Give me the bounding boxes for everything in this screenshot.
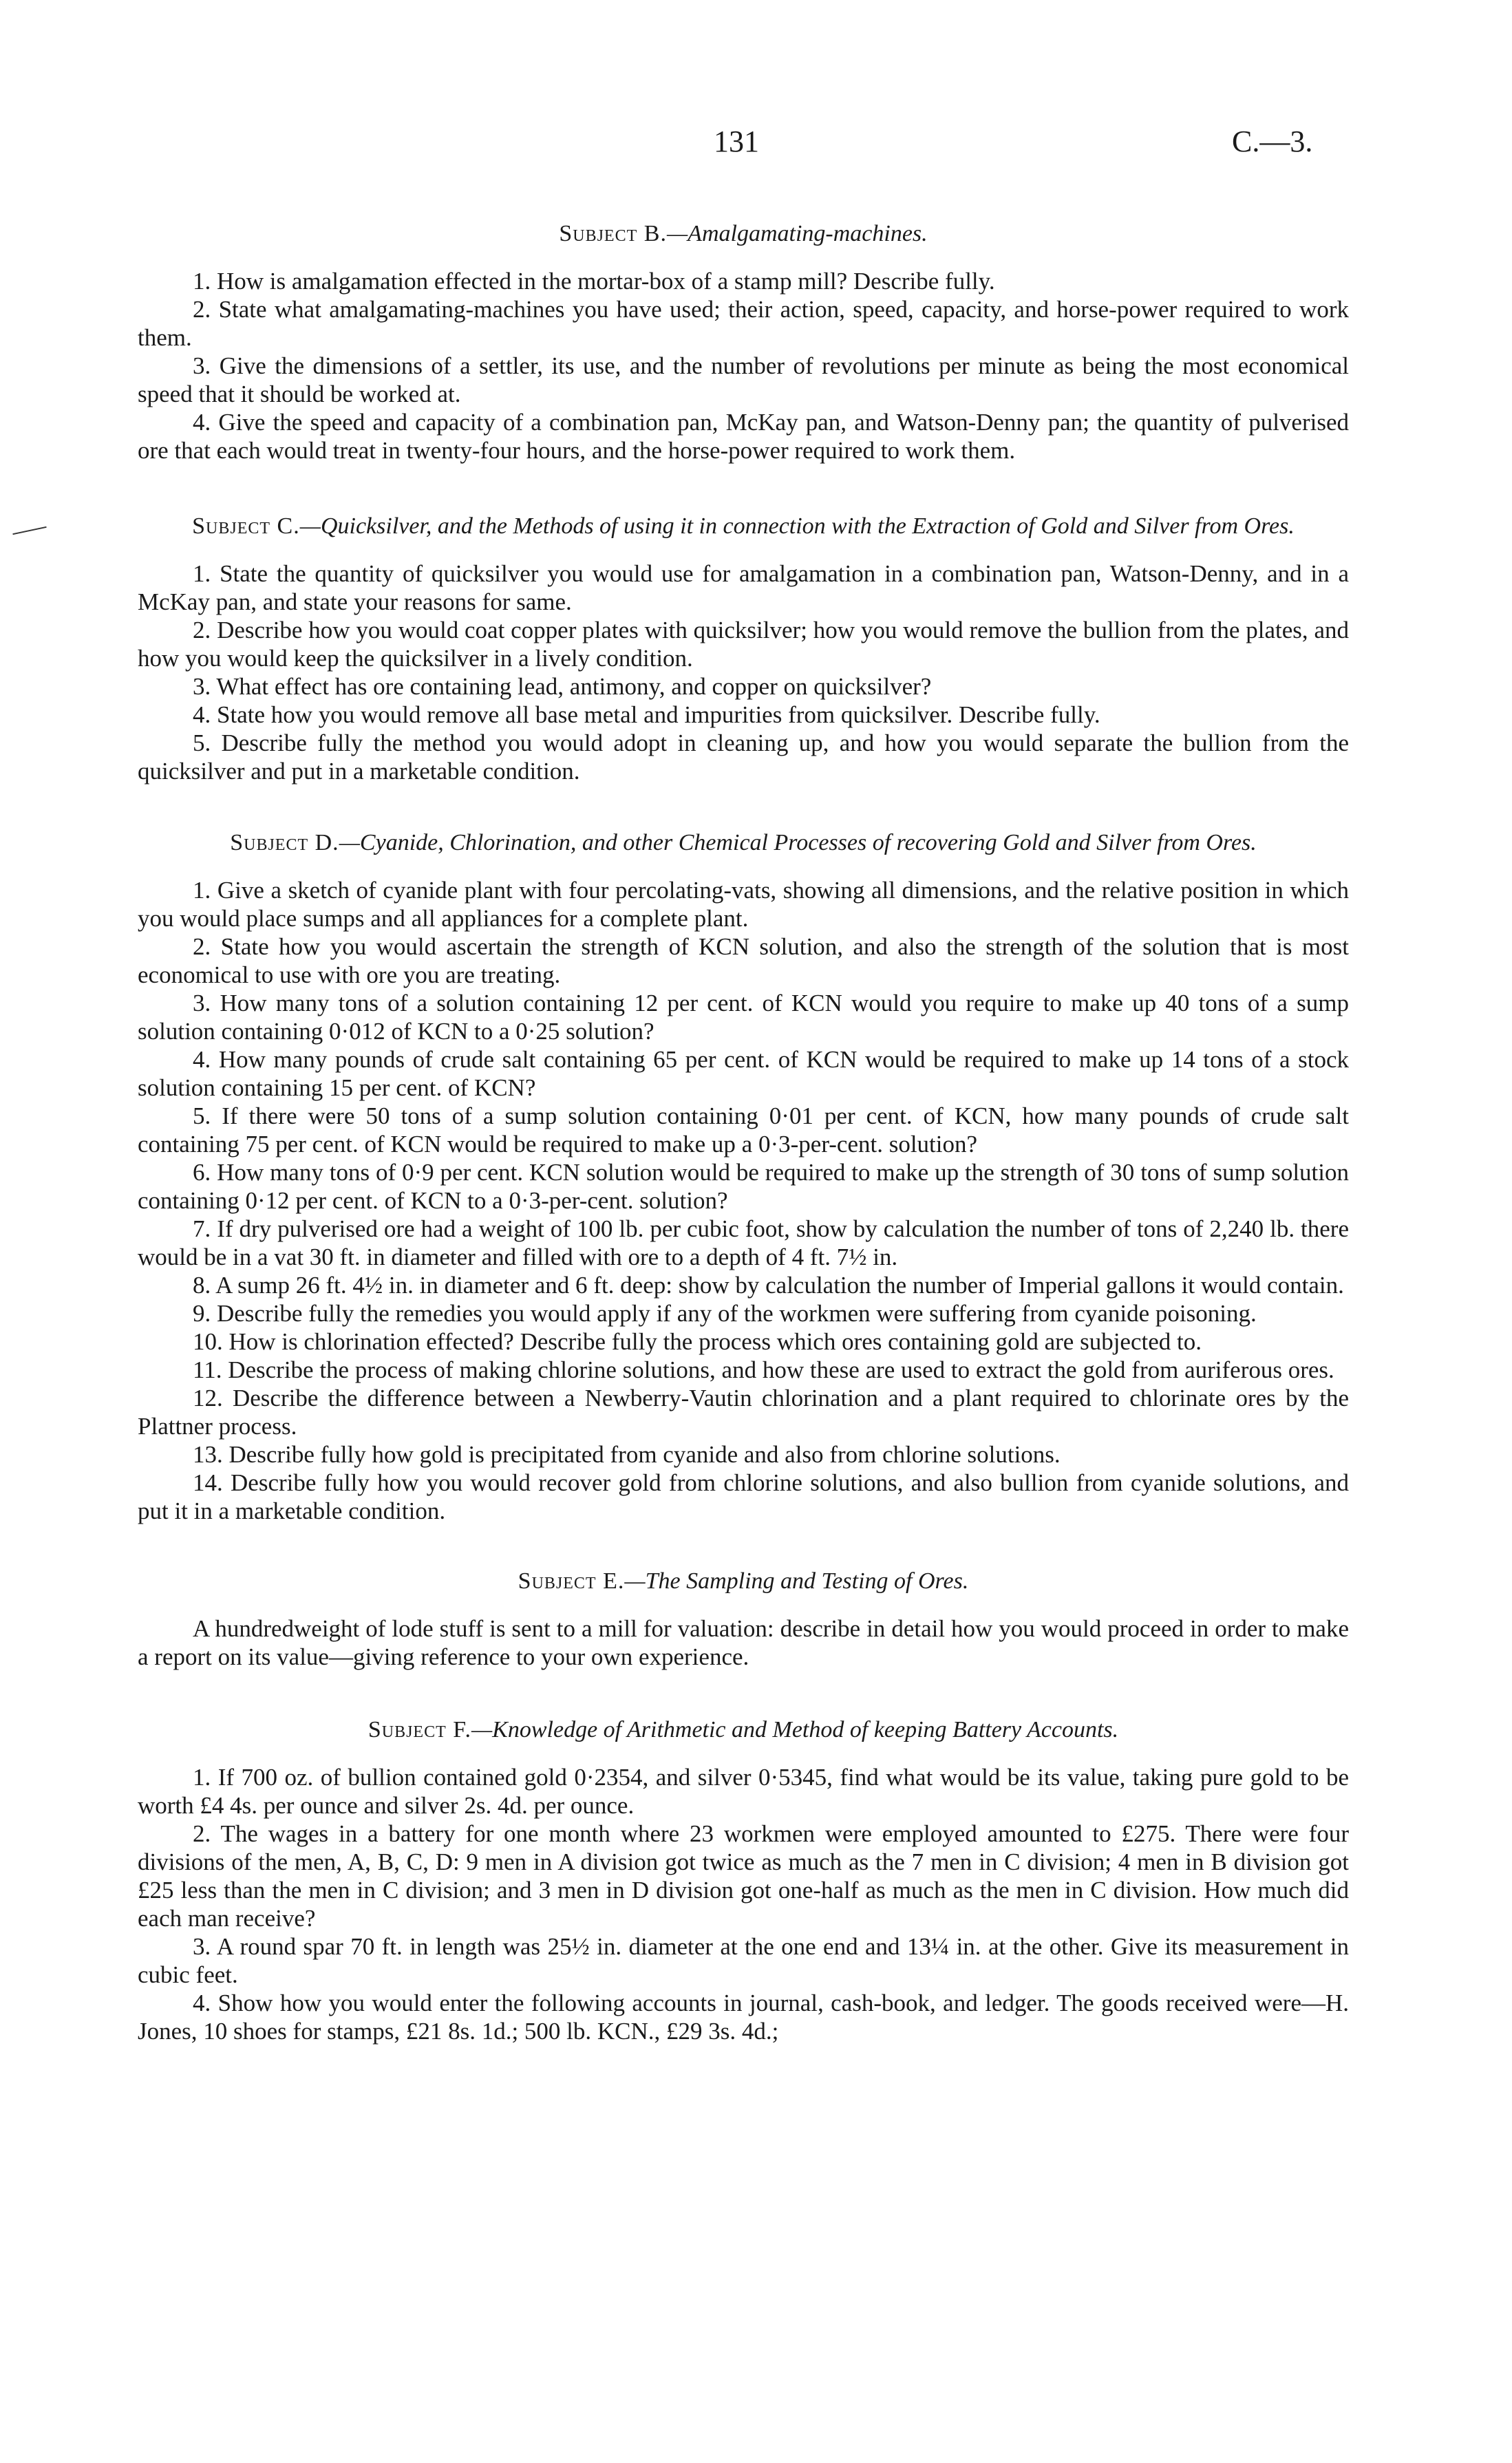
page-number: 131 [714, 125, 759, 158]
question-item: 1. State the quantity of quicksilver you would use for amalgamation in a combination pan, Watson-Denny, and in a McKay pan, and state your reasons for same. [138, 560, 1349, 615]
section-label: Subject B. [559, 221, 667, 246]
question-item: 2. Describe how you would coat copper plates with quicksilver; how you would remove the bullion from the plates, and how you would keep the quicksilver in a lively condition. [138, 617, 1349, 672]
question-item: 4. State how you would remove all base metal and impurities from quicksilver. Describe fully. [193, 701, 1100, 728]
section-label: Subject E. [518, 1568, 625, 1594]
question-item: 11. Describe the process of making chlorine solutions, and how these are used to extract the gold from auriferous ores. [193, 1356, 1334, 1383]
section-subject-e [138, 1568, 1349, 1671]
question-item: 1. Give a sketch of cyanide plant with four percolating-vats, showing all dimensions, and the relative position in which you would place sumps and all appliances for a complete plant. [138, 877, 1349, 932]
question-item: 10. How is chlorination effected? Describe fully the process which ores containing gold are subjected to. [193, 1328, 1202, 1355]
section-title: —Cyanide, Chlorination, and other Chemical Processes of recovering Gold and Silver from Ores. [339, 830, 1257, 855]
section-subject-b [138, 220, 1349, 465]
section-heading [138, 829, 1349, 857]
section-heading [138, 513, 1349, 540]
question-item: 2. State how you would ascertain the strength of KCN solution, and also the strength of the solution that is most economical to use with ore you are treating. [138, 933, 1349, 988]
section-label: Subject C. [192, 513, 300, 539]
question-item: 3. What effect has ore containing lead, antimony, and copper on quicksilver? [193, 673, 932, 700]
section-label: Subject D. [230, 830, 339, 855]
question-item: 4. How many pounds of crude salt containing 65 per cent. of KCN would be required to make up 14 tons of a stock solution containing 15 per cent. of KCN? [138, 1046, 1349, 1101]
section-heading [138, 220, 1349, 248]
question-item: 13. Describe fully how gold is precipitated from cyanide and also from chlorine solutions. [193, 1441, 1061, 1468]
section-title: —Quicksilver, and the Methods of using it in connection with the Extraction of Gold and Silver from Ores. [299, 513, 1295, 539]
question-item: 1. If 700 oz. of bullion contained gold 0·2354, and silver 0·5345, find what would be its value, taking pure gold to be worth £4 4s. per ounce and silver 2s. 4d. per ounce. [138, 1764, 1349, 1819]
question-item: 4. Give the speed and capacity of a combination pan, McKay pan, and Watson-Denny pan; the quantity of pulverised ore that each would treat in twenty-four hours, and the horse-power required to work them. [138, 409, 1349, 464]
question-item: 3. Give the dimensions of a settler, its use, and the number of revolutions per minute as being the most economical speed that it should be worked at. [138, 352, 1349, 407]
section-heading [138, 1716, 1349, 1744]
question-item: 3. How many tons of a solution containing 12 per cent. of KCN would you require to make up 40 tons of a sump solution containing 0·012 of KCN to a 0·25 solution? [138, 990, 1349, 1045]
question-item: 2. State what amalgamating-machines you have used; their action, speed, capacity, and horse-power required to work them. [138, 296, 1349, 351]
question-item: 5. If there were 50 tons of a sump solution containing 0·01 per cent. of KCN, how many pounds of crude salt containing 75 per cent. of KCN would be required to make up a 0·3-per-cent. solution? [138, 1102, 1349, 1158]
section-subject-c [138, 513, 1349, 785]
page-reference: C.—3. [1232, 125, 1313, 158]
question-item: 1. How is amalgamation effected in the mortar-box of a stamp mill? Describe fully. [193, 268, 995, 295]
document-body [138, 220, 1349, 2045]
question-item: 7. If dry pulverised ore had a weight of 100 lb. per cubic foot, show by calculation the number of tons of 2,240 lb. there would be in a vat 30 ft. in diameter and filled with ore to a depth of 4 ft. 7½ in. [138, 1215, 1349, 1270]
section-label: Subject F. [368, 1717, 471, 1742]
section-title: —Knowledge of Arithmetic and Method of keeping Battery Accounts. [471, 1717, 1119, 1742]
question-item: 9. Describe fully the remedies you would apply if any of the workmen were suffering from cyanide poisoning. [193, 1300, 1257, 1327]
question-item: 12. Describe the difference between a Newberry-Vautin chlorination and a plant required to chlorinate ores by the Plattner process. [138, 1385, 1349, 1440]
question-item: A hundredweight of lode stuff is sent to a mill for valuation: describe in detail how you would proceed in order to make a report on its value—giving reference to your own experience. [138, 1615, 1349, 1670]
section-heading [138, 1568, 1349, 1595]
question-item: 14. Describe fully how you would recover gold from chlorine solutions, and also bullion from cyanide solutions, and put it in a marketable condition. [138, 1469, 1349, 1524]
margin-pencil-mark [12, 526, 46, 535]
question-item: 3. A round spar 70 ft. in length was 25½ in. diameter at the one end and 13¼ in. at the other. Give its measurement in cubic feet. [138, 1933, 1349, 1988]
section-subject-d [138, 829, 1349, 1525]
section-title: —Amalgamating-machines. [666, 221, 928, 246]
question-item: 5. Describe fully the method you would adopt in cleaning up, and how you would separate the bullion from the quicksilver and put in a marketable condition. [138, 729, 1349, 785]
question-item: 2. The wages in a battery for one month where 23 workmen were employed amounted to £275. There were four divisions of the men, A, B, C, D: 9 men in A division got twice as much as the 7 men in C division; 4 men in B division got £25 less than the men in C division; and 3 men in D division got one-half as much as the men in C division. How much did each man receive? [138, 1820, 1349, 1932]
section-title: —The Sampling and Testing of Ores. [624, 1568, 969, 1594]
question-item: 6. How many tons of 0·9 per cent. KCN solution would be required to make up the strength of 30 tons of sump solution containing 0·12 per cent. of KCN to a 0·3-per-cent. solution? [138, 1159, 1349, 1214]
section-subject-f [138, 1716, 1349, 2045]
question-item: 4. Show how you would enter the following accounts in journal, cash-book, and ledger. The goods received were—H. Jones, 10 shoes for stamps, £21 8s. 1d.; 500 lb. KCN., £29 3s. 4d.; [138, 1990, 1349, 2045]
question-item: 8. A sump 26 ft. 4½ in. in diameter and 6 ft. deep: show by calculation the number of Imperial gallons it would contain. [193, 1272, 1344, 1299]
